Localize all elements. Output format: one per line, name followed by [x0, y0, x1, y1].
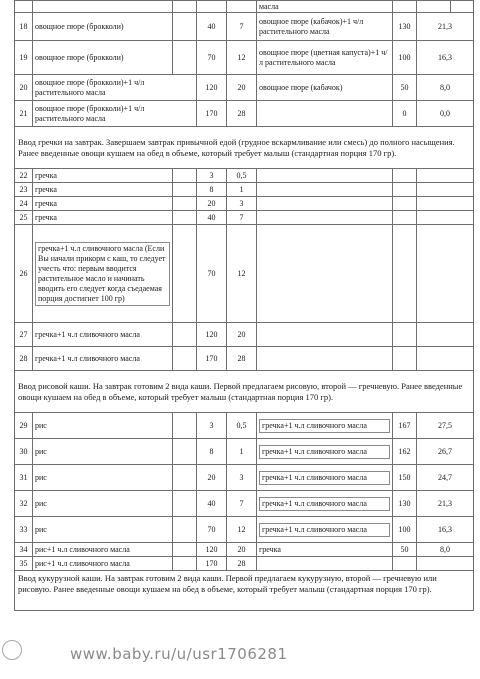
- row-number: 22: [15, 169, 33, 183]
- table-row: [15, 1, 474, 13]
- grams-cell: 120: [197, 323, 227, 347]
- food2-cell: [257, 465, 393, 491]
- food2-cell: [257, 491, 393, 517]
- dose2-cell: 0,0: [417, 101, 474, 127]
- food-cell: гречка: [33, 183, 173, 197]
- dose-cell: 7: [227, 491, 257, 517]
- dose-cell: 12: [227, 225, 257, 323]
- food-cell: рис: [33, 439, 173, 465]
- dose2-cell: 24,7: [417, 465, 474, 491]
- food-note-box: гречка+1 ч.л сливочного масла (Если Вы начали прикорм с каш, то следует учесть что: первым вводится растительное масло и начинать вводить его следует когда съедаемая порция достигнет 100 гр): [35, 242, 170, 306]
- dose-cell: 20: [227, 543, 257, 557]
- dose2-cell: 16,3: [417, 41, 474, 75]
- table-row: [15, 169, 474, 183]
- table-row: [15, 557, 474, 571]
- grams-cell: 120: [197, 543, 227, 557]
- row-number: 18: [15, 13, 33, 41]
- dose2-cell: 8,0: [417, 75, 474, 101]
- watermark: www.baby.ru/u/usr1706281: [70, 645, 288, 663]
- grams2-cell: 150: [393, 465, 417, 491]
- grams-cell: 40: [197, 491, 227, 517]
- dose-cell: 20: [227, 75, 257, 101]
- row-number: 26: [15, 225, 33, 323]
- food-cell: рис: [33, 491, 173, 517]
- watermark-logo-icon: [2, 640, 22, 660]
- row-number: 31: [15, 465, 33, 491]
- grams-cell: 40: [197, 211, 227, 225]
- table-row: [15, 101, 474, 127]
- food-cell: рис+1 ч.л сливочного масла: [33, 543, 173, 557]
- food-cell: овощное пюре (брокколи): [33, 13, 173, 41]
- grams2-cell: 167: [393, 413, 417, 439]
- grams-cell: 170: [197, 347, 227, 371]
- dose-cell: 7: [227, 13, 257, 41]
- food2-cell: [257, 413, 393, 439]
- grams2-cell: 130: [393, 491, 417, 517]
- grams-cell: 20: [197, 465, 227, 491]
- dose2-cell: 21,3: [417, 491, 474, 517]
- row-number: 28: [15, 347, 33, 371]
- dose-cell: 3: [227, 465, 257, 491]
- grams2-cell: 100: [393, 41, 417, 75]
- grams2-cell: 50: [393, 75, 417, 101]
- row-number: 21: [15, 101, 33, 127]
- table-row: [15, 465, 474, 491]
- dose-cell: 0,5: [227, 169, 257, 183]
- grams2-cell: 0: [393, 101, 417, 127]
- table-row: [15, 543, 474, 557]
- food-cell: гречка: [33, 211, 173, 225]
- grams2-cell: [393, 557, 417, 571]
- dose-cell: 28: [227, 347, 257, 371]
- corn-note: Ввод кукурузной каши. На завтрак готовим 2 вида каши. Первой предлагаем кукурузную, второй — гречневую или рисовую. Ранее введенные овощи кушаем на обед в объеме, который требует малыш (стандартная порция 170 гр).: [15, 571, 474, 611]
- dose-cell: 3: [227, 197, 257, 211]
- food-cell: рис: [33, 517, 173, 543]
- row-number: 29: [15, 413, 33, 439]
- row-number: 33: [15, 517, 33, 543]
- dose-cell: 12: [227, 41, 257, 75]
- dose-cell: 1: [227, 183, 257, 197]
- table-row: [15, 75, 474, 101]
- grams-cell: 40: [197, 13, 227, 41]
- table-row: [15, 225, 474, 323]
- dose2-cell: [417, 557, 474, 571]
- grams-cell: 120: [197, 75, 227, 101]
- food-cell: гречка+1 ч.л сливочного масла: [33, 323, 173, 347]
- feeding-schedule-table: [14, 0, 474, 611]
- table-row: [15, 491, 474, 517]
- section-note: [15, 127, 474, 169]
- food-cell: рис: [33, 465, 173, 491]
- food2-cell: [257, 557, 393, 571]
- grams-cell: 170: [197, 101, 227, 127]
- row-number: 27: [15, 323, 33, 347]
- grams2-cell: 100: [393, 517, 417, 543]
- food2-cell: овощное пюре (цветная капуста)+1 ч/л растительного масла: [257, 41, 393, 75]
- row-number: 25: [15, 211, 33, 225]
- food-cell: гречка: [33, 169, 173, 183]
- grams2-cell: 130: [393, 13, 417, 41]
- dose-cell: 28: [227, 557, 257, 571]
- food-cell: [33, 225, 173, 323]
- food-cell: овощное пюре (брокколи)+1 ч/л растительного масла: [33, 101, 197, 127]
- table-row: [15, 211, 474, 225]
- row-number: 30: [15, 439, 33, 465]
- buckwheat-note: Ввод гречки на завтрак. Завершаем завтрак привычной едой (грудное вскармливание или смесь) до полного насыщения. Ранее введенные овощи кушаем на обед в объеме, который требует малыш (стандартная порция 170 гр).: [15, 127, 474, 169]
- dose-cell: 12: [227, 517, 257, 543]
- table-row: [15, 197, 474, 211]
- grams-cell: 3: [197, 413, 227, 439]
- food-cell: гречка: [33, 197, 173, 211]
- food2-cell: [257, 517, 393, 543]
- row-number: 32: [15, 491, 33, 517]
- dose-cell: 20: [227, 323, 257, 347]
- food2-cell: овощное пюре (кабачок)+1 ч/л растительного масла: [257, 13, 393, 41]
- food2-box: гречка+1 ч.л сливочного масла: [259, 523, 390, 537]
- food-cell: овощное пюре (брокколи)+1 ч/л растительного масла: [33, 75, 197, 101]
- dose2-cell: 8,0: [417, 543, 474, 557]
- dose-cell: 1: [227, 439, 257, 465]
- dose-cell: 7: [227, 211, 257, 225]
- grams-cell: 70: [197, 517, 227, 543]
- grams-cell: 70: [197, 225, 227, 323]
- rice-note: Ввод рисовой каши. На завтрак готовим 2 вида каши. Первой предлагаем рисовую, второй — гречневую. Ранее введенные овощи кушаем на обед в объеме, который требует малыш (стандартная порция 170 гр).: [15, 371, 474, 413]
- table-row: [15, 439, 474, 465]
- grams2-cell: 50: [393, 543, 417, 557]
- table-row: [15, 183, 474, 197]
- document-sheet: [14, 0, 473, 679]
- food-cell: масла: [257, 1, 393, 13]
- table-row: [15, 41, 474, 75]
- food2-box: гречка+1 ч.л сливочного масла: [259, 445, 390, 459]
- grams-cell: 70: [197, 41, 227, 75]
- row-number: 24: [15, 197, 33, 211]
- grams-cell: 8: [197, 183, 227, 197]
- dose2-cell: 27,5: [417, 413, 474, 439]
- dose-cell: 0,5: [227, 413, 257, 439]
- food2-cell: [257, 101, 393, 127]
- table-row: [15, 413, 474, 439]
- grams2-cell: 162: [393, 439, 417, 465]
- row-number: 34: [15, 543, 33, 557]
- row-number: 23: [15, 183, 33, 197]
- row-number: 35: [15, 557, 33, 571]
- food-cell: овощное пюре (брокколи): [33, 41, 173, 75]
- row-number: 19: [15, 41, 33, 75]
- food-cell: рис+1 ч.л сливочного масла: [33, 557, 173, 571]
- food2-box: гречка+1 ч.л сливочного масла: [259, 471, 390, 485]
- food2-box: гречка+1 ч.л сливочного масла: [259, 419, 390, 433]
- grams-cell: 8: [197, 439, 227, 465]
- grams-cell: 170: [197, 557, 227, 571]
- food2-cell: гречка: [257, 543, 393, 557]
- grams-cell: 3: [197, 169, 227, 183]
- dose2-cell: 26,7: [417, 439, 474, 465]
- table-row: [15, 517, 474, 543]
- table-row: [15, 347, 474, 371]
- food2-cell: [257, 439, 393, 465]
- row-number: 20: [15, 75, 33, 101]
- food2-box: гречка+1 ч.л сливочного масла: [259, 497, 390, 511]
- dose2-cell: 16,3: [417, 517, 474, 543]
- food-cell: гречка+1 ч.л сливочного масла: [33, 347, 173, 371]
- section-note: [15, 371, 474, 413]
- dose2-cell: 21,3: [417, 13, 474, 41]
- table-row: [15, 323, 474, 347]
- section-note: [15, 571, 474, 611]
- food-cell: рис: [33, 413, 173, 439]
- grams-cell: 20: [197, 197, 227, 211]
- table-row: [15, 13, 474, 41]
- food2-cell: овощное пюре (кабачок): [257, 75, 393, 101]
- dose-cell: 28: [227, 101, 257, 127]
